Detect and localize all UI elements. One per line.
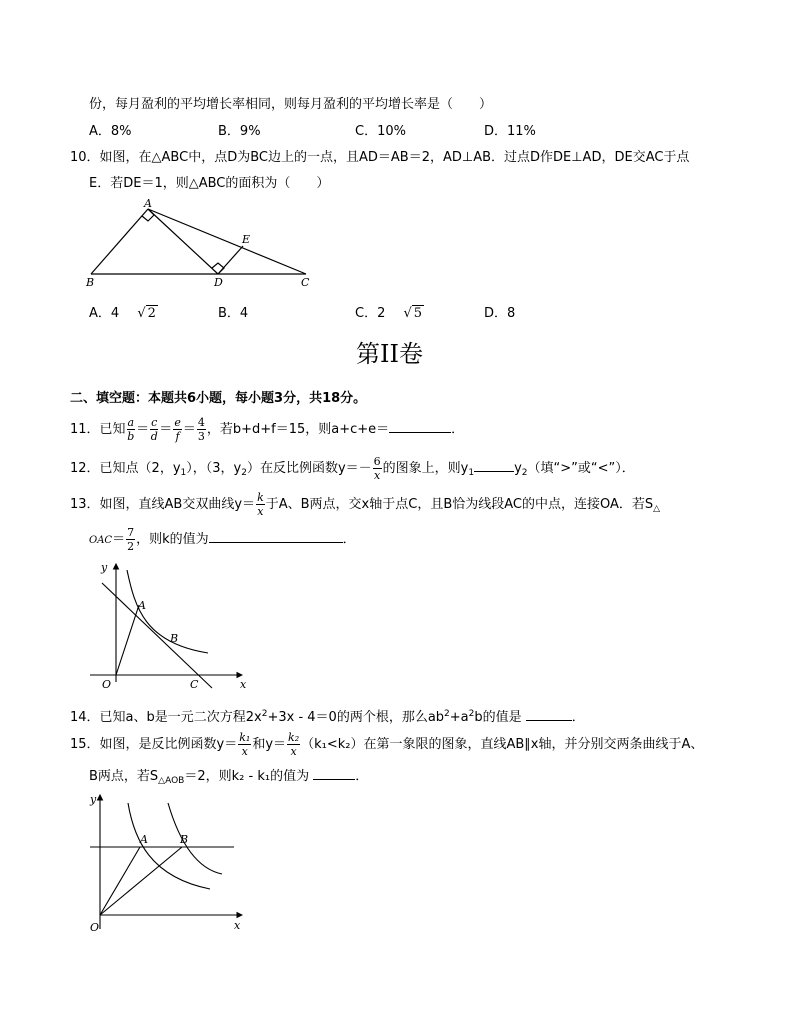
q13-label-a: A xyxy=(138,599,146,612)
q13-label-y: y xyxy=(101,561,108,574)
q11-prefix: 11．已知 xyxy=(70,422,126,437)
q11-frac-4-3 xyxy=(197,417,206,442)
q13-triangle: △ xyxy=(653,504,661,514)
q10-label-d: D xyxy=(214,276,223,289)
q10-figure xyxy=(84,196,324,290)
q11-frac-a-b-num: a xyxy=(127,416,135,429)
q15-frac-k2-den: x xyxy=(290,745,297,758)
q11-eq1: ＝ xyxy=(136,422,150,437)
q12-frac-den: x xyxy=(374,469,381,482)
q15-frac-k1 xyxy=(238,732,251,757)
q13-figure xyxy=(90,558,260,693)
q9-choice-a: A．8% xyxy=(89,124,132,139)
q13-frac-7-2 xyxy=(126,527,135,552)
q13-prefix: 13．如图，直线AB交双曲线y＝ xyxy=(70,497,256,512)
q10-label-e: E xyxy=(242,233,251,246)
q15-label-a: A xyxy=(140,833,148,846)
q10-choice-c-radicand: 5 xyxy=(413,306,423,321)
q15-label-x: x xyxy=(234,919,241,932)
q15-frac-k2-num: k₂ xyxy=(288,731,300,744)
q12-mid1: ），（3，y xyxy=(186,461,242,476)
q11-frac-c-d xyxy=(150,417,158,442)
q12-prefix: 12．已知点（2，y xyxy=(70,461,181,476)
q15-and: 和y＝ xyxy=(252,737,287,752)
q15-frac-k1-num: k₁ xyxy=(239,731,251,744)
q11-answer-blank[interactable] xyxy=(389,432,451,433)
q10-choice-a-sqrt: √ 2 xyxy=(137,306,156,321)
q15-prefix: 15．如图，是反比例函数y＝ xyxy=(70,737,238,752)
q13-stem: 于A、B两点，交x轴于点C，且B恰为线段AC的中点，连接OA．若S xyxy=(265,497,654,512)
q14 xyxy=(70,702,585,730)
q13-answer-blank[interactable] xyxy=(209,542,343,543)
q15-frac-k1-den: x xyxy=(241,745,248,758)
q13-frac-k-x xyxy=(256,492,265,517)
q15-sub-aob: △AOB xyxy=(158,776,185,786)
q10-stem-line2: E．若DE＝1，则△ABC的面积为（ ） xyxy=(89,176,330,191)
q9-stem: 份，每月盈利的平均增长率相同，则每月盈利的平均增长率是（ ） xyxy=(89,97,493,112)
q10-choice-c-sqrt: √ 5 xyxy=(403,306,423,321)
q14-sup1: 2 xyxy=(261,709,268,719)
q12-mid3: 的图象上，则y xyxy=(382,461,469,476)
q10-label-a: A xyxy=(144,197,152,210)
q10-choice-a-text: A．4 xyxy=(89,306,120,321)
section-title: 第II卷 xyxy=(356,340,423,368)
q15-condition: （k₁<k₂）在第一象限的图象，直线AB∥x轴，并分别交两条曲线于A、 xyxy=(301,737,704,752)
q10-choice-c-text: C．2 xyxy=(355,306,386,321)
q12-answer-blank[interactable] xyxy=(474,471,514,472)
q13-label-c: C xyxy=(190,678,199,691)
q13-label-b: B xyxy=(170,632,179,645)
q14-sup2: 2 xyxy=(444,709,450,719)
q11-frac-e-f xyxy=(173,417,182,442)
q13-label-x: x xyxy=(240,678,247,691)
q14-mid2: +a xyxy=(449,710,469,725)
q9-choice-b: B．9% xyxy=(218,124,261,139)
q11-frac-a-b-den: b xyxy=(127,430,135,443)
q10-choice-b: B．4 xyxy=(218,306,249,321)
q13-frac2-den: 2 xyxy=(127,540,135,553)
q10-choice-a xyxy=(89,302,158,321)
q11-frac-4-3-num: 4 xyxy=(197,416,205,429)
q12-sub2: 2 xyxy=(241,468,247,478)
q15-curve-k2 xyxy=(168,803,222,874)
q10-choice-a-radicand: 2 xyxy=(147,306,156,321)
q12-sub3: 1 xyxy=(468,468,475,478)
q13-segment-oa xyxy=(116,605,139,675)
q10-stem-line1: 10．如图，在△ABC中，点D为BC边上的一点，且AD＝AB＝2，AD⊥AB．过点D作DE⊥AD，DE交AC于点 xyxy=(70,150,690,165)
q11-frac-c-d-num: c xyxy=(151,416,158,429)
q9-choice-d: D．11% xyxy=(484,124,536,139)
q15-label-b: B xyxy=(180,833,189,846)
q15-label-y: y xyxy=(90,793,97,806)
q13-oac: OAC xyxy=(89,535,113,546)
q11-eq3: ＝ xyxy=(182,422,196,437)
q11-suffix: ． xyxy=(451,422,465,437)
q13-line-ab xyxy=(102,583,212,688)
q15-segment-oa xyxy=(100,847,140,915)
q11 xyxy=(70,415,464,445)
q11-eq2: ＝ xyxy=(159,422,173,437)
q10-label-c: C xyxy=(301,276,310,289)
q13-line2 xyxy=(89,526,356,555)
q11-frac-4-3-den: 3 xyxy=(197,430,205,443)
q14-answer-blank[interactable] xyxy=(526,720,572,721)
q10-choice-d: D．8 xyxy=(484,306,516,321)
q15-label-o: O xyxy=(90,921,100,934)
q9-choice-c: C．10% xyxy=(355,124,406,139)
q13-suffix: ． xyxy=(342,532,356,547)
q15-frac-k2 xyxy=(287,732,300,757)
q12-mid4: y xyxy=(514,461,522,476)
q11-frac-e-f-num: e xyxy=(174,416,181,429)
q13-question: ，则k的值为 xyxy=(136,532,209,547)
q12 xyxy=(70,454,635,488)
q13-label-o: O xyxy=(102,678,112,691)
q15-line2-prefix: B两点，若S xyxy=(89,769,159,784)
q11-frac-e-f-den: f xyxy=(175,430,180,443)
q15-line1 xyxy=(70,730,703,760)
q15-question: ＝2，则k₂ - k₁的值为 xyxy=(184,769,310,784)
q14-mid3: b的值是 xyxy=(474,710,522,725)
q13-line1 xyxy=(70,490,660,524)
q13-frac-num: k xyxy=(257,491,264,504)
q10-segment-ad xyxy=(148,209,218,274)
q15-segment-ob xyxy=(100,847,182,915)
q15-suffix: ． xyxy=(355,769,369,784)
q13-frac-den: x xyxy=(257,505,264,518)
q12-frac xyxy=(373,456,382,481)
q13-frac2-num: 7 xyxy=(127,526,135,539)
q14-prefix: 14．已知a、b是一元二次方程2x xyxy=(70,710,262,725)
q14-sup3: 2 xyxy=(468,709,475,719)
q13-eq: ＝ xyxy=(112,532,126,547)
q10-label-b: B xyxy=(86,276,95,289)
q11-frac-a-b xyxy=(127,417,136,442)
q14-suffix: ． xyxy=(571,710,585,725)
q15-curve-k1 xyxy=(128,803,210,889)
q12-mid2: ）在反比例函数y＝－ xyxy=(246,461,372,476)
q12-sub4: 2 xyxy=(521,468,528,478)
q15-figure xyxy=(82,789,252,939)
q12-sub1: 1 xyxy=(180,468,187,478)
q15-answer-blank[interactable] xyxy=(313,779,355,780)
q10-segment-ab xyxy=(91,209,148,274)
q12-frac-num: 6 xyxy=(373,455,381,468)
q11-condition: ，若b+d+f＝15，则a+c+e＝ xyxy=(206,422,390,437)
q12-suffix: （填“>”或“<”）． xyxy=(527,461,635,476)
section-heading: 二、填空题：本题共6小题，每小题3分，共18分。 xyxy=(70,391,367,406)
q14-mid: +3x - 4＝0的两个根，那么ab xyxy=(267,710,445,725)
q10-choice-c xyxy=(355,302,424,321)
q11-frac-c-d-den: d xyxy=(150,430,158,443)
